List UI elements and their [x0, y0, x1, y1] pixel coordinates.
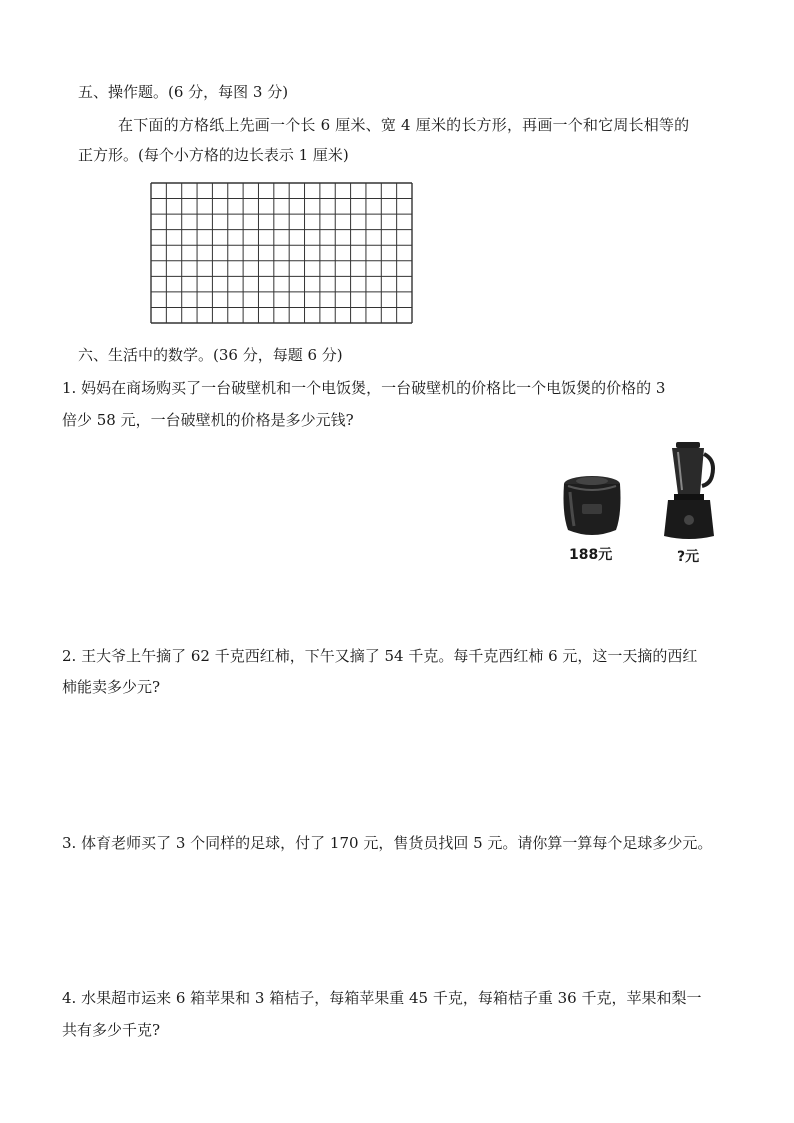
- q4-line1: 4. 水果超市运来 6 箱苹果和 3 箱桔子，每箱苹果重 45 千克，每箱桔子重 36 千克，苹果和梨一: [62, 989, 702, 1007]
- rice-cooker-price: 188元: [569, 547, 613, 563]
- q1-line2: 倍少 58 元，一台破壁机的价格是多少元钱?: [62, 411, 354, 429]
- q2-line1: 2. 王大爷上午摘了 62 千克西红柿，下午又摘了 54 千克。每千克西红柿 6 元，这一天摘的西红: [62, 647, 698, 665]
- section5-instruction-line1: 在下面的方格纸上先画一个长 6 厘米、宽 4 厘米的长方形，再画一个和它周长相等的: [118, 116, 690, 134]
- q1-line1: 1. 妈妈在商场购买了一台破壁机和一个电饭煲，一台破壁机的价格比一个电饭煲的价格的 3: [62, 379, 666, 397]
- blender-icon: [660, 442, 718, 542]
- q2-line2: 柿能卖多少元?: [62, 678, 161, 696]
- q4-line2: 共有多少千克?: [62, 1021, 161, 1039]
- rice-cooker-icon: [560, 474, 624, 540]
- section5-heading: 五、操作题。(6 分，每图 3 分): [78, 83, 289, 101]
- blender-price: ?元: [677, 549, 700, 565]
- square-grid-paper[interactable]: [150, 182, 413, 324]
- section5-instruction-line2: 正方形。(每个小方格的边长表示 1 厘米): [78, 146, 349, 164]
- q3-line1: 3. 体育老师买了 3 个同样的足球，付了 170 元，售货员找回 5 元。请你算一算每个足球多少元。: [62, 834, 713, 852]
- section6-heading: 六、生活中的数学。(36 分，每题 6 分): [78, 346, 343, 364]
